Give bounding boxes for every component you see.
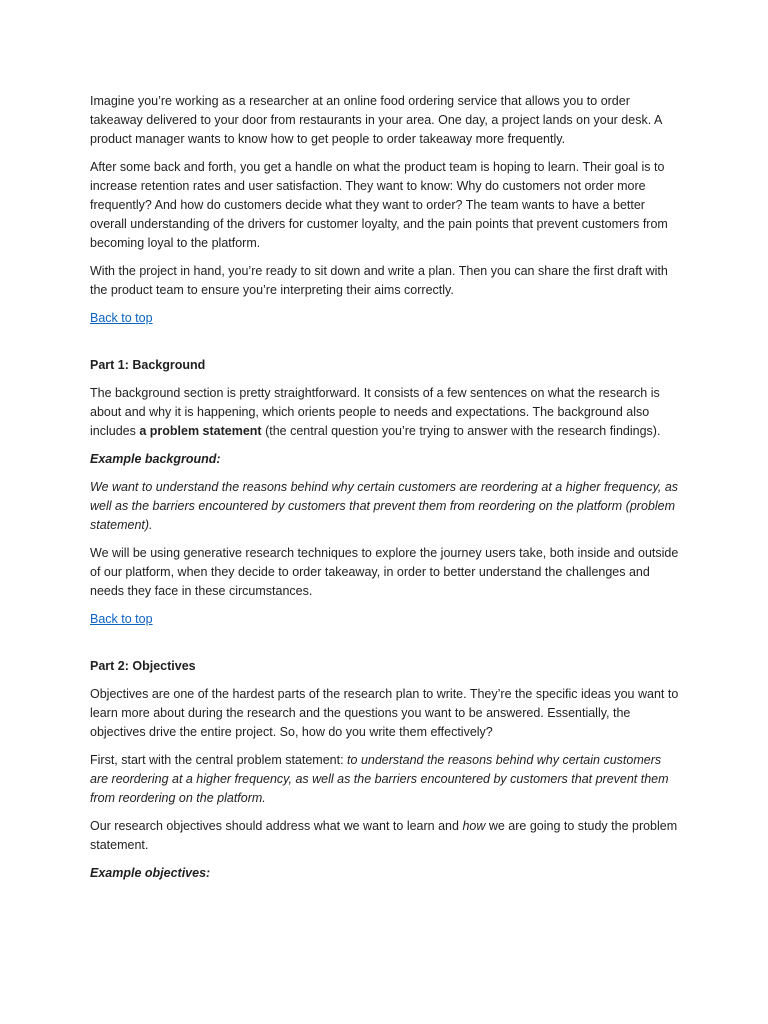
part2-p3-text-before: Our research objectives should address what we want to learn and	[90, 819, 463, 833]
part2-p3-italic: how	[462, 819, 486, 833]
intro-paragraph-2: After some back and forth, you get a handle on what the product team is hoping to learn. Their goal is to increase retention rates and user satisfaction. They want to know: Why do customers not order more frequently? And how do customers decide what they want to order? The team wants to have a better overall understanding of the drivers for customer loyalty, and the pain points that prevent customers from becoming loyal to the platform.	[90, 160, 668, 250]
part1-paragraph-1	[90, 384, 682, 441]
part2-paragraph-1: Objectives are one of the hardest parts of the research plan to write. They’re the specific ideas you want to learn more about during the research and the questions you want to be answered. Essentially, the objectives drive the entire project. So, how do you write them effectively?	[90, 687, 679, 739]
part2-paragraph-2	[90, 751, 682, 808]
back-to-top-container-1	[90, 309, 682, 328]
intro-paragraph-1: Imagine you’re working as a researcher at an online food ordering service that allows you to order takeaway delivered to your door from restaurants in your area. One day, a project lands on your desk. A product manager wants to know how to get people to order takeaway more frequently.	[90, 94, 662, 146]
back-to-top-link-1[interactable]: Back to top	[90, 311, 153, 325]
back-to-top-container-2	[90, 610, 682, 629]
part1-p1-text-after: (the central question you’re trying to answer with the research findings).	[261, 424, 661, 438]
part2-paragraph-3	[90, 817, 682, 855]
back-to-top-link-2[interactable]: Back to top	[90, 612, 153, 626]
problem-statement-bold: a problem statement	[139, 424, 262, 438]
part2-p2-italic: to understand the reasons behind why certain customers are reordering at a higher frequency, as well as the barriers encountered by customers that prevent them from reordering on the platform.	[90, 753, 669, 805]
part1-p1-text-before: The background section is pretty straightforward. It consists of a few sentences on what the research is about and why it is happening, which orients people to needs and expectations. The background also includes	[90, 386, 660, 438]
example-background-label: Example background:	[90, 452, 221, 466]
example-objectives-label: Example objectives:	[90, 866, 211, 880]
part2-p2-text-before: First, start with the central problem statement:	[90, 753, 348, 767]
example-background-text: We want to understand the reasons behind why certain customers are reordering at a higher frequency, as well as the barriers encountered by customers that prevent them from reordering on the platform (problem statement).	[90, 480, 679, 532]
intro-paragraph-3: With the project in hand, you’re ready to sit down and write a plan. Then you can share the first draft with the product team to ensure you’re interpreting their aims correctly.	[90, 264, 668, 297]
part2-heading: Part 2: Objectives	[90, 659, 196, 673]
part1-heading: Part 1: Background	[90, 358, 206, 372]
part2-p3-text-after: we are going to study the problem statement.	[90, 819, 678, 852]
part1-paragraph-2: We will be using generative research techniques to explore the journey users take, both inside and outside of our platform, when they decide to order takeaway, in order to better understand the challenges and needs they face in these circumstances.	[90, 546, 679, 598]
document-page	[90, 92, 682, 892]
